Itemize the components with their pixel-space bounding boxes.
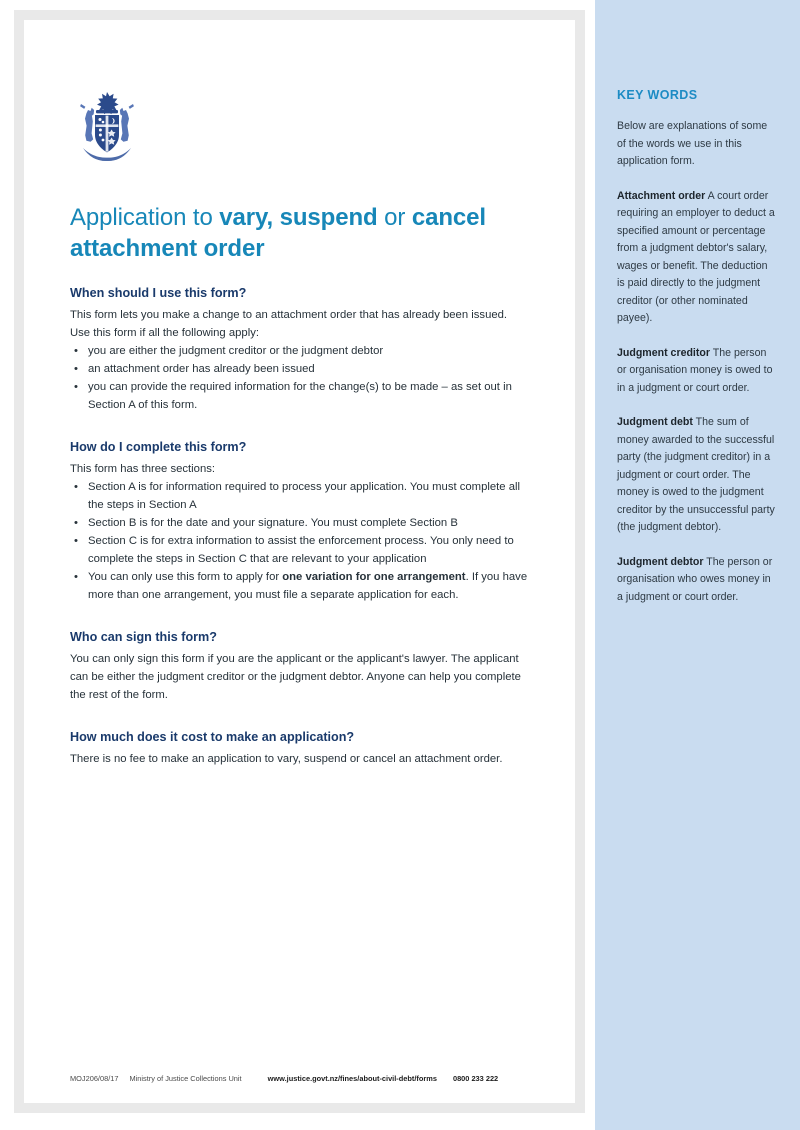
form-page — [24, 20, 575, 1103]
list-item: • an attachment order has already been issued — [70, 360, 529, 378]
one-variation-emphasis: one variation for one arrangement — [282, 571, 466, 583]
key-word-text: The person or organisation who owes money in a judgment or court order. — [617, 555, 773, 603]
one-variation-pre: You can only use this form to apply for — [88, 571, 283, 583]
section-when-bullets — [70, 342, 529, 414]
nz-coat-of-arms-icon — [71, 86, 143, 164]
page-title-part-1: Application to — [70, 204, 220, 231]
key-words-panel — [595, 0, 800, 1130]
key-word-text: The person or organisation money is owed to in a judgment or court order. — [617, 346, 773, 394]
key-word-text: A court order requiring an employer to deduct a specified amount or percentage from a judgment debtor's salary, wages or benefit. The deduction is paid directly to the judgment creditor (or other nominated payee). — [617, 189, 775, 324]
page-frame — [14, 10, 585, 1113]
key-word-text: The sum of money awarded to the successful party (the judgment creditor) in a judgment or court order. The money is owed to the judgment creditor by the unsuccessful party (the judgment debtor). — [617, 416, 775, 533]
section-cost-body: There is no fee to make an application to vary, suspend or cancel an attachment order. — [70, 753, 503, 765]
footer-form-code: MOJ206/08/17 — [70, 1074, 119, 1083]
key-word-definition — [617, 345, 778, 398]
section-heading-how: How do I complete this form? — [70, 440, 247, 454]
section-heading-cost: How much does it cost to make an application? — [70, 730, 355, 744]
key-word-term: Attachment order — [617, 189, 706, 202]
list-item: • Section B is for the date and your signature. You must complete Section B — [70, 514, 529, 532]
key-word-term: Judgment debtor — [617, 555, 704, 568]
list-item: • you can provide the required information for the change(s) to be made – as set out in Section A of this form. — [70, 378, 529, 414]
section-heading-when: When should I use this form? — [70, 286, 247, 300]
key-word-definition — [617, 414, 778, 537]
page-title — [70, 202, 529, 264]
key-word-definition — [617, 188, 778, 328]
page-footer — [70, 1074, 550, 1083]
key-words-intro: Below are explanations of some of the words we use in this application form. — [617, 120, 768, 167]
section-how-intro: This form has three sections: — [70, 463, 216, 475]
one-variation-post: . If you have more than one arrangement, you must file a separate application for each. — [88, 571, 528, 601]
section-when-intro: This form lets you make a change to an attachment order that has already been issued. Use this form if all the following apply: — [70, 309, 508, 339]
list-item-one-variation — [70, 568, 529, 604]
key-word-term: Judgment creditor — [617, 346, 711, 359]
section-how-bullets — [70, 478, 529, 604]
list-item: • Section A is for information required to process your application. You must complete all the steps in Section A — [70, 478, 529, 514]
footer-url[interactable]: www.justice.govt.nz/fines/about-civil-debt/forms — [267, 1074, 437, 1083]
footer-organisation: Ministry of Justice Collections Unit — [129, 1074, 242, 1083]
section-heading-who: Who can sign this form? — [70, 630, 217, 644]
list-item: • you are either the judgment creditor or the judgment debtor — [70, 342, 529, 360]
page-title-part-3: or — [377, 204, 412, 231]
page-title-part-4: cancel attachment order — [70, 204, 486, 262]
key-words-title: KEY WORDS — [617, 88, 698, 102]
section-who-body: You can only sign this form if you are the applicant or the applicant's lawyer. The applicant can be either the judgment creditor or the judgment debtor. Anyone can help you complete the rest of the form. — [70, 653, 521, 701]
footer-phone: 0800 233 222 — [452, 1074, 499, 1083]
key-word-definition — [617, 554, 778, 607]
page-title-part-2: vary, suspend — [219, 204, 378, 231]
key-word-term: Judgment debt — [617, 416, 693, 428]
list-item: • Section C is for extra information to assist the enforcement process. You only need to complete the steps in Section C that are relevant to your application — [70, 532, 529, 568]
